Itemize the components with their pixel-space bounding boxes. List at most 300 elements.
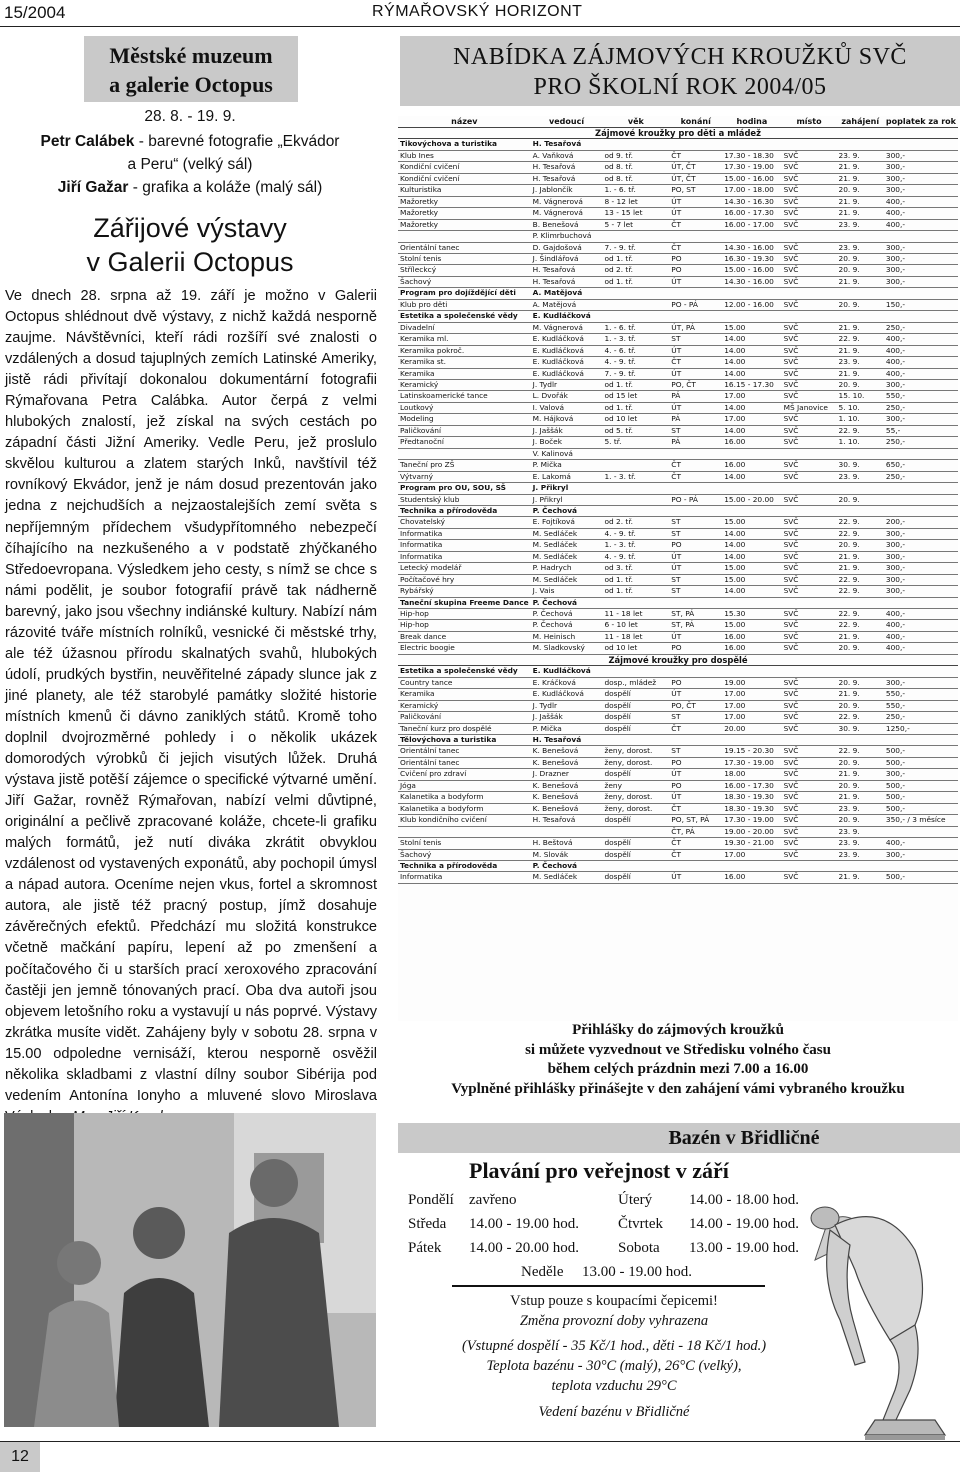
table-cell: Keramika st. [398,357,531,368]
table-cell: J. Drazner [531,769,603,780]
table-cell: od 1. tř. [602,574,669,585]
table-cell: SVČ [782,345,837,356]
table-cell [837,505,884,516]
table-cell [837,735,884,746]
table-cell [884,139,958,150]
table-cell: ST [669,517,722,528]
table-cell: H. Tesařová [531,173,603,184]
table-cell: Mažoretky [398,208,531,219]
table-cell: P. Čechová [531,505,603,516]
table-cell: Latinskoamerické tance [398,391,531,402]
table-cell: ST [669,746,722,757]
applications-line2: si můžete vyzvednout ve Středisku volného času [525,1041,831,1058]
exhibition-heading-line1: Zářijové výstavy [93,213,287,243]
table-cell: SVČ [782,700,837,711]
table-cell: Divadelní [398,322,531,333]
table-cell [884,288,958,299]
table-cell: dospělí [602,849,669,860]
schedule-section-row [398,505,958,516]
table-cell: 23. 9. [837,471,884,482]
table-cell: M. Sedláček [531,574,603,585]
table-cell: Mažoretky [398,219,531,230]
table-cell: 550,- [884,391,958,402]
table-cell: 21. 9. [837,563,884,574]
time-monday: zavřeno [469,1192,517,1208]
table-row [398,551,958,562]
table-cell [602,448,669,459]
table-cell: Tikovýchova a turistika [398,139,531,150]
table-cell: Program pro OU, SOU, SŠ [398,483,531,494]
table-cell: 1. - 6. tř. [602,185,669,196]
table-cell: 200,- [884,517,958,528]
table-row [398,437,958,448]
table-cell [884,735,958,746]
table-cell: 300,- [884,586,958,597]
table-cell: Tělovýchova a turistika [398,735,531,746]
exhibition-article [5,286,377,1128]
time-saturday: 13.00 - 19.00 hod. [689,1240,799,1256]
table-cell: 22. 9. [837,586,884,597]
table-cell: SVČ [782,494,837,505]
table-cell [602,231,669,242]
table-cell [722,483,781,494]
table-cell: 250,- [884,471,958,482]
table-cell: Klub pro děti [398,299,531,310]
table-row [398,150,958,161]
table-cell: M. Sedláček [531,872,603,883]
table-cell: SVČ [782,609,837,620]
table-cell: ÚT [669,631,722,642]
table-row [398,253,958,264]
table-cell: 1. - 3. tř. [602,334,669,345]
table-cell: L. Dvořák [531,391,603,402]
table-cell: Kalanetika a bodyform [398,792,531,803]
table-cell: P. Čechová [531,597,603,608]
table-row [398,185,958,196]
table-cell: ČT [669,357,722,368]
table-cell: 23. 9. [837,849,884,860]
table-cell: SVČ [782,460,837,471]
table-cell: 14.30 - 16.00 [722,242,781,253]
table-row [398,712,958,723]
table-cell: 500,- [884,803,958,814]
author-calabek: Petr Calábek [40,133,135,150]
table-cell: 15.00 [722,620,781,631]
table-cell: Stříleckcý [398,265,531,276]
table-cell: 300,- [884,162,958,173]
table-cell: 20. 9. [837,757,884,768]
table-cell: 21. 9. [837,162,884,173]
table-cell [782,231,837,242]
table-cell: SVČ [782,586,837,597]
table-cell: SVČ [782,219,837,230]
table-cell: SVČ [782,437,837,448]
table-cell: ženy, dorost. [602,803,669,814]
table-cell: 23. 9. [837,219,884,230]
table-cell: 6 - 10 let [602,620,669,631]
table-cell: 400,- [884,357,958,368]
table-cell: 20. 9. [837,700,884,711]
pool-divider [452,1285,765,1287]
table-cell: Loutkový [398,402,531,413]
table-cell: Kondiční cvičení [398,162,531,173]
table-cell: SVČ [782,712,837,723]
table-cell: 21. 9. [837,792,884,803]
table-cell: SVČ [782,150,837,161]
table-cell: ÚT, PÁ [669,322,722,333]
table-cell: SVČ [782,551,837,562]
table-cell: ženy [602,780,669,791]
table-cell: 21. 9. [837,322,884,333]
column-header: věk [602,116,669,128]
table-cell [884,505,958,516]
table-cell [722,448,781,459]
table-cell: 500,- [884,792,958,803]
photo-illustration [4,1113,376,1427]
schedule-section-row [398,861,958,872]
table-cell: 22. 9. [837,574,884,585]
table-cell [602,861,669,872]
table-cell: ST [669,586,722,597]
table-cell: od 15 let [602,391,669,402]
table-cell: 18.30 - 19.30 [722,792,781,803]
table-cell: 19.00 [722,677,781,688]
table-cell: 14.00 [722,586,781,597]
table-cell: 14.00 [722,540,781,551]
table-cell: SVČ [782,689,837,700]
table-cell: 4. - 9. tř. [602,357,669,368]
table-cell: SVČ [782,528,837,539]
table-cell: dospělí [602,838,669,849]
table-cell: ČT [669,838,722,849]
table-cell: ÚT, ČT [669,162,722,173]
table-cell: 250,- [884,712,958,723]
table-cell: 14.00 [722,551,781,562]
table-cell: ČT [669,150,722,161]
table-cell: SVČ [782,425,837,436]
table-cell: ÚT, ČT [669,173,722,184]
table-cell [782,139,837,150]
table-row [398,391,958,402]
table-cell: ženy, dorost. [602,746,669,757]
table-row [398,769,958,780]
table-cell: Předtanoční [398,437,531,448]
table-cell: 4. - 6. tř. [602,345,669,356]
table-cell: Paličkování [398,425,531,436]
table-cell: 30. 9. [837,723,884,734]
table-row [398,643,958,654]
table-row [398,746,958,757]
table-cell [722,597,781,608]
column-header: místo [782,116,837,128]
table-cell: 15.00 [722,517,781,528]
table-cell: 21. 9. [837,173,884,184]
table-row [398,792,958,803]
table-cell: ST, PÁ [669,609,722,620]
table-row [398,196,958,207]
table-cell [602,826,669,837]
table-cell: SVČ [782,379,837,390]
table-cell: P. Čechová [531,609,603,620]
column-header: konání [669,116,722,128]
table-cell: od 5. tř. [602,425,669,436]
table-cell: ČT, PÁ [669,826,722,837]
table-cell: Taneční skupina Freeme Dance [400,597,529,607]
table-row [398,276,958,287]
table-cell [602,139,669,150]
table-cell: 19.00 - 20.00 [722,826,781,837]
table-row [398,528,958,539]
table-cell: SVČ [782,723,837,734]
table-cell: od 2. tř. [602,517,669,528]
table-cell: E. Kudláčková [531,334,603,345]
table-cell: 1. - 3. tř. [602,540,669,551]
page-number: 12 [0,1442,40,1472]
table-cell [669,483,722,494]
table-cell [782,861,837,872]
table-cell: SVČ [782,299,837,310]
table-cell: E. Kudláčková [531,345,603,356]
table-cell: Paličkování [398,712,531,723]
table-cell: od 1. tř. [602,586,669,597]
museum-dates: 28. 8. - 19. 9. [144,108,236,125]
table-cell: 300,- [884,563,958,574]
table-cell: E. Fojtíková [531,517,603,528]
table-cell: 500,- [884,757,958,768]
table-cell: MŠ Janovice [782,402,837,413]
table-cell: M. Vágnerová [531,322,603,333]
table-cell: Country tance [398,677,531,688]
table-cell: 20. 9. [837,265,884,276]
table-cell: PO - PÁ [669,494,722,505]
table-cell: J. Jaššák [531,425,603,436]
table-cell [531,826,603,837]
table-cell: od 1. tř. [602,276,669,287]
table-cell: Kulturistika [398,185,531,196]
table-cell: Kondiční cvičení [398,173,531,184]
band-label: Zájmové kroužky pro dospělé [398,654,958,665]
table-cell: SVČ [782,746,837,757]
table-cell: 20. 9. [837,494,884,505]
table-cell: 500,- [884,746,958,757]
table-cell [782,311,837,322]
table-cell: SVČ [782,162,837,173]
table-row [398,574,958,585]
table-cell: 1. - 3. tř. [602,471,669,482]
table-cell [837,139,884,150]
table-row [398,849,958,860]
table-cell: 23. 9. [837,150,884,161]
table-cell: 55,- [884,425,958,436]
table-row [398,826,958,837]
table-cell [837,231,884,242]
table-cell: 250,- [884,322,958,333]
swimmer-illustration [795,1190,960,1440]
offer-title-line2: PRO ŠKOLNÍ ROK 2004/05 [533,74,827,100]
table-cell [722,311,781,322]
table-row [398,494,958,505]
table-cell: 22. 9. [837,334,884,345]
table-row [398,723,958,734]
table-cell: H. Tesařová [531,265,603,276]
table-cell: E. Kráčková [531,677,603,688]
table-cell: 150,- [884,299,958,310]
table-cell: SVČ [782,368,837,379]
table-cell [602,505,669,516]
schedule-section-row [398,139,958,150]
table-row [398,379,958,390]
table-cell: ST [669,425,722,436]
table-cell: Chovatelský [398,517,531,528]
table-cell [669,139,722,150]
pool-note6: Vedení bazénu v Břidličné [538,1404,690,1420]
table-cell: Estetika a společenské vědy [398,666,531,677]
table-cell: ženy, dorost. [602,792,669,803]
table-cell: B. Benešová [531,219,603,230]
table-cell [884,448,958,459]
table-cell: dospělí [602,712,669,723]
table-cell: 14.30 - 16.00 [722,276,781,287]
table-cell: SVČ [782,196,837,207]
table-cell: Estetika a společenské vědy [398,311,531,322]
table-cell: ÚT [669,689,722,700]
table-cell: SVČ [782,242,837,253]
table-cell: Orientální tanec [398,746,531,757]
table-cell [602,288,669,299]
table-cell [669,666,722,677]
table-cell: ÚT [669,208,722,219]
article-body: Ve dnech 28. srpna až 19. září je možno v Galerii Octopus shlédnout dvě výstavy, z nichž každá nesporně zaujme. Návštěvníci, kteří rádi rozšíří své znalosti o vzdálených a dosud tajuplných zemích Latinské Ameriky, jistě rádi přivítají dokonalou dokumentární fotografii Rýmařovana Petra Calábka. Autor čerpá z velmi hlubokých znalostí, jež získal na svých cestách po západní části Jižní Ameriky. Vedle Peru, jež proslulo skvělou kulturou a zlatem starých Inků, navštívil též rovníkový Ekvádor, jenž je nám dosud prezentován jako jedna z nejchudších a nejzaostalejších zemí světa s nepříjemným přídechem všudypřítomného nebezpečí číhajícího na nezkušeného a v podstatě zhýčkaného Středoevropana. Výsledkem jeho cesty, s nímž se chce s námi podělit, je soubor fotografií právě tak nádherně barevný, jako jsou všechny indiánské kultury. Nabízí nám rázovité tváře místních rolníků, vesnické či městské trhy, ale též úžasnou přírodu skalnatých svahů, hlubokých údolí, prudkých bystřin, neuvěřitelné západy slunce jak z jiné planety, ale též starobylé památky složité historie místních kmenů či dávno zaniklých států. Kromě toho doplnil dvojrozměrné pohledy i o několik ukázek domorodých výrobků či jejich visutých lůžek. Druhá výstava jistě potěší zájemce o specifické výtvarné umění. Jiří Gažar, rovněž Rýmařovan, nabízí velmi důvtipné, originální a pečlivě zpracované koláže, chcete-li grafiku malých formátů, jež nutí diváka zkrátit obvyklou vzdálenost od vystavených exponátů, aby pochopil úmysl a nápad autora. Oceníme nejen vkus, fortel a skromnost autora, ale jistě též pracný postup, jímž dosahuje závěrečných efektů. Předchází mu složitá konstrukce včetně mačkání papíru, lepení až po zmenšení a počítačového či u starších prací xeroxového zpracování častěji jen jemně tónovaných prací. Oba dva autoři jsou objevem letošního roku a vystavují u nás poprvé. Výstavy zkrátka musíte vidět. Zahájeny byly v sobotu 28. srpna v 15.00 odpoledne vernisáží, kterou nesporně osvěžil několika skladbami z vlastní dílny soubor Sibérija pod vedením Antonína Ionyho a mluvené slovo Miroslava [5,288,377,1104]
table-cell: Keramika pokroč. [398,345,531,356]
table-cell: E. Kudláčková [531,311,603,322]
pool-note1: Vstup pouze s koupacími čepicemi! [510,1293,718,1309]
table-cell: 500,- [884,780,958,791]
table-cell [669,505,722,516]
table-cell: ÚT [669,792,722,803]
museum-line3 [0,179,380,197]
table-cell: 300,- [884,540,958,551]
table-cell: M. Vágnerová [531,196,603,207]
table-cell: 300,- [884,265,958,276]
table-row [398,540,958,551]
table-row [398,265,958,276]
table-row [398,803,958,814]
table-cell: SVČ [782,803,837,814]
table-cell: P. Klimrbuchová [531,231,603,242]
table-cell [837,311,884,322]
table-cell: A. Matějová [531,288,603,299]
table-row [398,838,958,849]
table-cell: 21. 9. [837,368,884,379]
table-cell: PO [669,677,722,688]
table-cell: ST [669,712,722,723]
table-cell: Hip-hop [398,620,531,631]
table-cell: PO [669,757,722,768]
table-cell: 20. 9. [837,780,884,791]
table-cell: E. Kudláčková [531,368,603,379]
table-cell: dospělí [602,689,669,700]
table-cell: Keramický [398,700,531,711]
table-cell: ženy, dorost. [602,757,669,768]
table-cell: dosp., mládež [602,677,669,688]
table-cell [837,288,884,299]
table-cell: 20. 9. [837,643,884,654]
table-cell: Program pro dojíždějící děti [398,288,531,299]
table-cell: SVČ [782,391,837,402]
table-cell [782,288,837,299]
table-row [398,609,958,620]
table-cell: 400,- [884,208,958,219]
table-row [398,334,958,345]
table-cell: 4. - 9. tř. [602,528,669,539]
table-cell: J. Vais [531,586,603,597]
table-cell: Cvičení pro zdraví [398,769,531,780]
table-cell: 400,- [884,631,958,642]
table-row [398,357,958,368]
table-cell: J. Přikryl [531,483,603,494]
table-cell: J. Přikryl [531,494,603,505]
day-thursday: Čtvrtek [618,1216,663,1232]
table-cell: 300,- [884,276,958,287]
table-row [398,872,958,883]
table-cell [782,505,837,516]
table-cell: 300,- [884,253,958,264]
table-cell: od 1. tř. [602,402,669,413]
table-row [398,471,958,482]
table-row [398,757,958,768]
table-cell [602,460,669,471]
table-cell: 20. 9. [837,677,884,688]
table-cell: J. Tydlr [531,700,603,711]
table-cell: P. Hadrych [531,563,603,574]
table-cell: 21. 9. [837,208,884,219]
time-wednesday: 14.00 - 19.00 hod. [469,1216,579,1232]
table-cell: 14.00 [722,345,781,356]
table-cell: 16.00 - 17.00 [722,219,781,230]
table-cell: K. Benešová [531,780,603,791]
table-cell: SVČ [782,838,837,849]
table-cell: 18.00 [722,769,781,780]
table-cell: P. Čechová [531,861,603,872]
table-cell: 15.00 [722,574,781,585]
table-cell: M. Slovák [531,849,603,860]
table-cell [722,861,781,872]
table-cell: 14.00 [722,425,781,436]
schedule-section-row [398,597,958,608]
day-saturday: Sobota [618,1240,660,1256]
day-friday: Pátek [408,1240,442,1256]
table-cell: Studentský klub [398,494,531,505]
table-cell: ČT [669,849,722,860]
table-cell [602,299,669,310]
table-cell: SVČ [782,563,837,574]
table-cell: 21. 9. [837,769,884,780]
table-cell: Orientální tanec [398,757,531,768]
table-cell: od 1. tř. [602,253,669,264]
table-row [398,231,958,242]
table-cell: 5 - 7 let [602,219,669,230]
table-row [398,173,958,184]
pool-note3: (Vstupné dospělí - 35 Kč/1 hod., děti - 18 Kč/1 hod.) [461,1338,767,1354]
table-cell: 11 - 18 let [602,609,669,620]
schedule-band-children [398,128,958,139]
table-cell: 22. 9. [837,746,884,757]
table-cell: 550,- [884,689,958,700]
table-row [398,219,958,230]
table-cell: 22. 9. [837,712,884,723]
table-cell: K. Benešová [531,792,603,803]
table-cell: P. Čechová [531,620,603,631]
